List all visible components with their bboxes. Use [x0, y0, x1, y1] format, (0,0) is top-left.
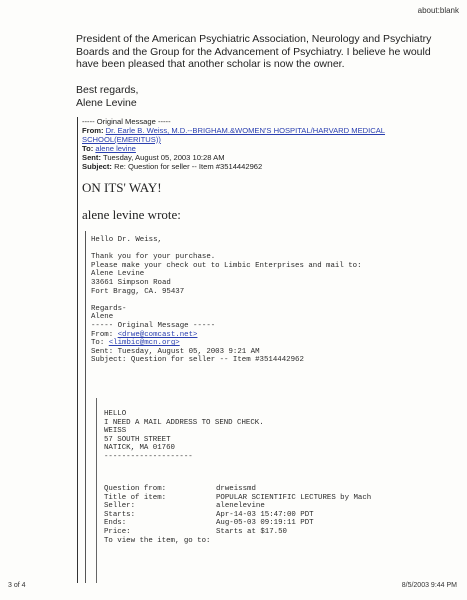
quoted-line: Hello Dr. Weiss, — [91, 236, 162, 244]
inner-line: NATICK, MA 01760 — [104, 444, 175, 453]
original-message-divider: ----- Original Message ----- — [82, 117, 171, 126]
quoted-to-label: To: — [91, 339, 109, 348]
from-label: From: — [82, 126, 104, 135]
quoted-to-email-link[interactable]: <limbic@mcn.org> — [108, 339, 180, 348]
quoted-line: Fort Bragg, CA. 95437 — [91, 287, 185, 296]
reply-text: ON ITS' WAY! — [82, 180, 162, 195]
quote-rule-inner — [85, 231, 86, 583]
inner-line: HELLO — [104, 410, 127, 418]
subject-value: Re: Question for seller -- Item #3514442962 — [114, 162, 263, 171]
print-header-url: about:blank — [417, 6, 459, 15]
intro-paragraph — [76, 33, 431, 71]
detail-label: Price: — [104, 527, 131, 536]
quoted-line: 33661 Simpson Road — [91, 278, 171, 287]
detail-label: Question from: — [104, 485, 167, 493]
detail-label: Seller: — [104, 502, 136, 511]
detail-row — [104, 511, 371, 520]
footer-page-label: 3 of 4 — [8, 582, 26, 589]
quoted-line — [91, 245, 362, 254]
subject-header-line — [82, 162, 262, 172]
detail-label: Ends: — [104, 519, 127, 528]
detail-label: Starts: — [104, 510, 136, 519]
inner-line: 57 SOUTH STREET — [104, 435, 171, 444]
to-recipient-link[interactable]: alene levine — [95, 144, 136, 153]
detail-value: POPULAR SCIENTIFIC LECTURES by Mach — [216, 493, 372, 502]
closing-regards: Best regards, — [76, 84, 139, 96]
quoted-line: Regards- — [91, 304, 127, 313]
quoted-line: Thank you for your purchase. — [91, 253, 216, 262]
quoted-line: Alene Levine — [91, 270, 145, 279]
from-sender-link-cont[interactable]: SCHOOL(EMERITUS)) — [82, 135, 161, 144]
inner-line: WEISS — [104, 427, 127, 436]
sent-label: Sent: — [82, 153, 101, 162]
detail-row — [104, 485, 371, 494]
intro-line-2: Boards and the Group for the Advancement of Psychiatry. I believe he would — [76, 45, 431, 58]
quoted-message — [91, 236, 362, 365]
detail-value: Starts at $17.50 — [216, 527, 287, 536]
from-sender-link[interactable]: Dr. Earle B. Weiss, M.D.--BRIGHAM.&WOMEN'S HOSPITAL/HARVARD MEDICAL — [105, 126, 386, 135]
sent-value: Tuesday, August 05, 2003 10:28 AM — [102, 153, 225, 162]
detail-label: To view the item, go to: — [104, 536, 211, 545]
item-details — [104, 485, 371, 545]
subject-label: Subject: — [82, 162, 112, 171]
detail-label: Title of item: — [104, 493, 167, 502]
to-label: To: — [82, 144, 94, 153]
inner-line: -------------------- — [104, 452, 193, 461]
detail-value: alenelevine — [216, 502, 265, 511]
detail-value: Aug-05-03 09:19:11 PDT — [216, 519, 314, 528]
detail-row — [104, 519, 371, 528]
detail-row — [104, 537, 371, 546]
quote-rule-innermost — [96, 398, 97, 583]
inner-line: I NEED A MAIL ADDRESS TO SEND CHECK. — [104, 418, 264, 427]
quote-rule-outer — [77, 117, 78, 583]
closing-name: Alene Levine — [76, 97, 137, 109]
quote-intro: alene levine wrote: — [82, 207, 181, 222]
detail-row — [104, 502, 371, 511]
quoted-from-label: From: — [91, 330, 118, 339]
detail-row — [104, 494, 371, 503]
quoted-from-email-link[interactable]: <drwe@comcast.net> — [117, 330, 198, 339]
quoted-from-line — [91, 331, 362, 340]
quoted-line: ----- Original Message ----- — [91, 321, 216, 330]
quoted-line: Alene — [91, 313, 114, 322]
detail-value: drweissmd — [216, 485, 256, 493]
intro-line-3: have been pleased that another scholar is now the owner. — [76, 58, 345, 70]
detail-row — [104, 528, 371, 537]
quoted-subject-line: Subject: Question for seller -- Item #3514442962 — [91, 356, 304, 365]
quoted-sent-line: Sent: Tuesday, August 05, 2003 9:21 AM — [91, 347, 260, 356]
detail-value: Apr-14-03 15:47:00 PDT — [216, 510, 314, 519]
intro-line-1: President of the American Psychiatric Association, Neurology and Psychiatry — [76, 33, 432, 45]
quoted-line — [91, 296, 362, 305]
quoted-to-line — [91, 339, 362, 348]
footer-datetime: 8/5/2003 9:44 PM — [401, 582, 457, 589]
quoted-line: Please make your check out to Limbic Enterprises and mail to: — [91, 261, 362, 270]
inner-message — [104, 410, 264, 462]
